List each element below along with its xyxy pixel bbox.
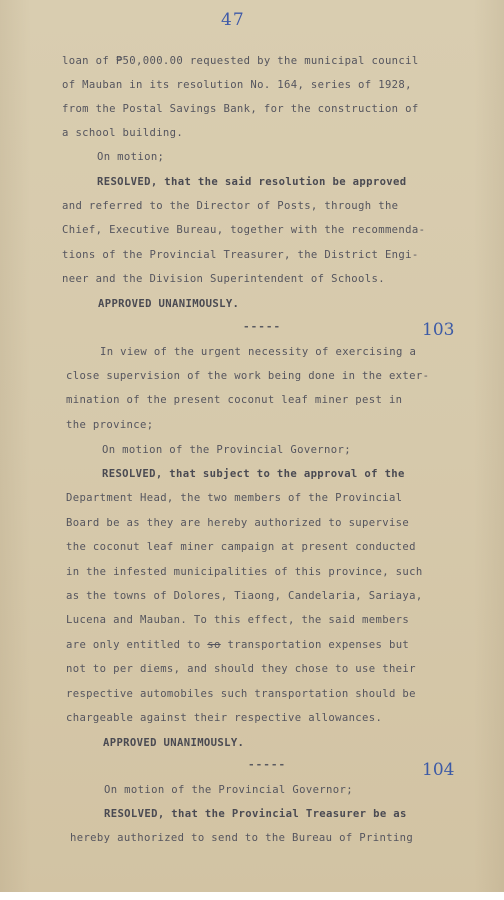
text-line: Board be as they are hereby authorized to supervise	[66, 517, 410, 529]
text-line: the province;	[66, 419, 154, 431]
text-line: Chief, Executive Bureau, together with the recommenda-	[62, 224, 426, 236]
page-number: 47	[221, 10, 245, 30]
text-line: from the Postal Savings Bank, for the construction of	[62, 103, 419, 115]
motion-line: On motion of the Provincial Governor;	[104, 784, 353, 796]
text-line: as the towns of Dolores, Tiaong, Candelaria, Sariaya,	[66, 590, 423, 602]
text-line: hereby authorized to send to the Bureau of Printing	[70, 832, 414, 844]
resolution-number: 103	[422, 320, 455, 340]
approved-line: APPROVED UNANIMOUSLY.	[103, 737, 245, 749]
text-line: respective automobiles such transportation should be	[66, 688, 416, 700]
text-line: mination of the present coconut leaf miner pest in	[66, 394, 403, 406]
struck-word: so	[207, 639, 221, 651]
text-line: close supervision of the work being done in the exter-	[66, 370, 430, 382]
text-line: a school building.	[62, 127, 184, 139]
motion-line: On motion;	[97, 151, 165, 163]
resolution-number: 104	[422, 760, 455, 780]
resolved-line: RESOLVED, that the Provincial Treasurer be as	[104, 808, 407, 820]
text-line: loan of ₱50,000.00 requested by the municipal council	[62, 55, 419, 67]
text-line: not to per diems, and should they chose to use their	[66, 663, 416, 675]
text-line: and referred to the Director of Posts, through the	[62, 200, 399, 212]
text-line	[66, 639, 409, 651]
text-fragment: transportation expenses but	[227, 639, 410, 651]
text-line: the coconut leaf miner campaign at present conducted	[66, 541, 416, 553]
separator: -----	[248, 758, 287, 771]
separator: -----	[243, 320, 282, 333]
text-line: In view of the urgent necessity of exercising a	[100, 346, 417, 358]
text-fragment: are only entitled to	[66, 639, 201, 651]
text-line: tions of the Provincial Treasurer, the District Engi-	[62, 249, 419, 261]
text-line: in the infested municipalities of this province, such	[66, 566, 423, 578]
text-line: Department Head, the two members of the Provincial	[66, 492, 403, 504]
motion-line: On motion of the Provincial Governor;	[102, 444, 351, 456]
resolved-line: RESOLVED, that subject to the approval of the	[102, 468, 405, 480]
resolved-line: RESOLVED, that the said resolution be approved	[97, 176, 407, 188]
approved-line: APPROVED UNANIMOUSLY.	[98, 298, 240, 310]
scan-footer-strip	[0, 892, 504, 900]
text-line: Lucena and Mauban. To this effect, the said members	[66, 614, 410, 626]
text-line: chargeable against their respective allowances.	[66, 712, 383, 724]
text-line: neer and the Division Superintendent of Schools.	[62, 273, 385, 285]
text-line: of Mauban in its resolution No. 164, series of 1928,	[62, 79, 412, 91]
